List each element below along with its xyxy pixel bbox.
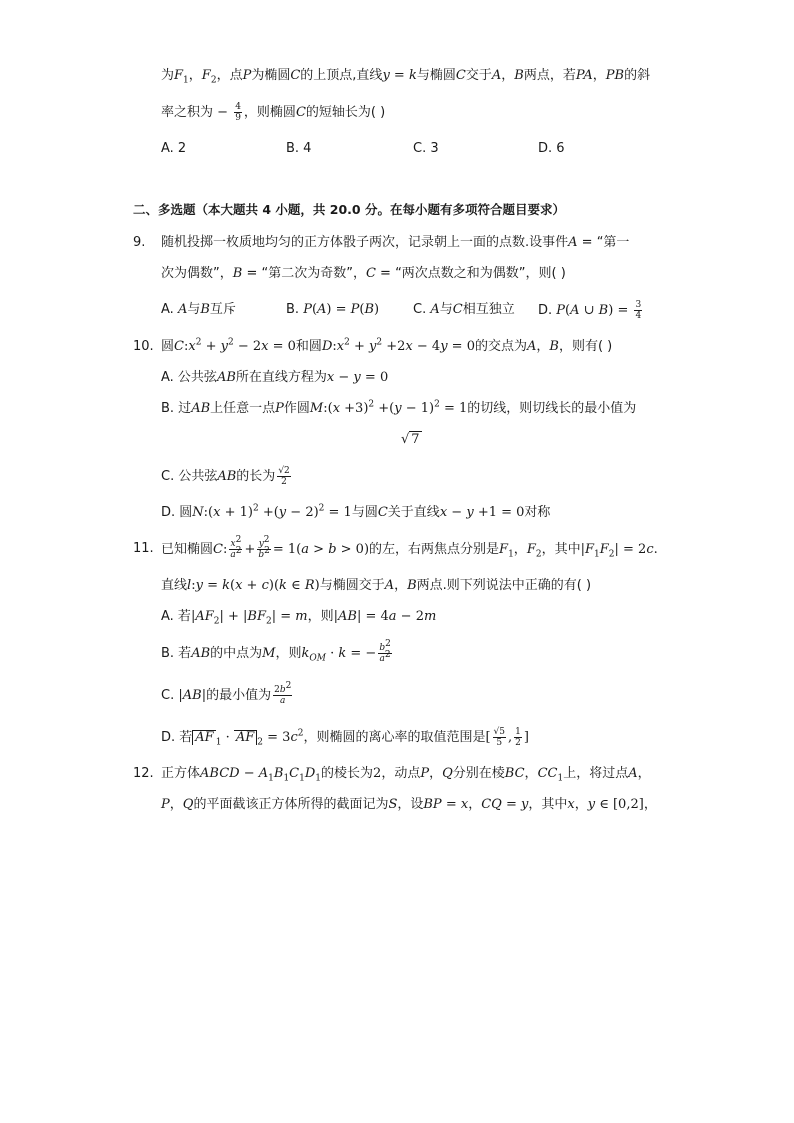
q12-line2: P，Q的平面截该正方体所得的截面记为S，设BP = x，CQ = y，其中x，y ∈ [0,2]，: [161, 797, 657, 812]
q8-option-b[interactable]: B. 4: [286, 141, 312, 156]
q10-option-a[interactable]: A. 公共弦AB所在直线方程为x − y = 0: [161, 370, 389, 385]
q10-option-d[interactable]: D. 圆N:(x + $1)^2 +(y - 2)^2 = 1$与圆C关于直线x − y +1 = 0对称: [161, 503, 551, 520]
q8-option-a[interactable]: A. 2: [161, 141, 187, 156]
q9-option-c[interactable]: C. A与C相互独立: [413, 302, 515, 317]
q10-line1: 圆$C:x^2 + y^2 - 2x = 0$和圆$D:x^2 + y^2 +2x - 4y = 0$的交点为A，B，则有( ): [161, 337, 613, 354]
q11-number: 11.: [133, 541, 154, 556]
q8-option-c[interactable]: C. 3: [413, 141, 439, 156]
q11-option-b[interactable]: B. 若AB的中点为M，则$k_{OM} \cdot k$ = − $\frac{b^2}{a^2}$: [161, 639, 391, 664]
q10-option-b-value: √ 7: [401, 432, 420, 447]
q9-option-d[interactable]: D. P(A ∪ B) = $\frac{3}{4}$: [538, 300, 642, 321]
q8-line2: 率之积为 − $\frac{4}{9}$ ，则椭圆C的短轴长为( ): [161, 102, 386, 123]
q12-line1: 正方体ABCD − $A_1B_1C_1D_1$的棱长为2，动点P，Q分别在棱BC，$CC_1$上，将过点A，: [161, 766, 651, 784]
q8-line1: 为$F_1$，$F_2$，点P为椭圆C的上顶点,直线y = k与椭圆C交于A，B两点，若PA，PB的斜: [161, 68, 651, 86]
q9-line1: 随机投掷一枚质地均匀的正方体骰子两次，记录朝上一面的点数.设事件A = “第一: [161, 235, 630, 250]
q9-option-a[interactable]: A. A与B互斥: [161, 302, 236, 317]
q9-number: 9.: [133, 235, 146, 250]
section-title: 二、多选题（本大题共 4 小题，共 20.0 分。在每小题有多项符合题目要求）: [133, 202, 565, 217]
q9-option-b[interactable]: B. P(A) = P(B): [286, 302, 380, 317]
q10-option-c[interactable]: C. 公共弦AB的长为 $\frac{√2}{2}$: [161, 466, 290, 487]
q8-option-d[interactable]: D. 6: [538, 141, 565, 156]
q11-line2: 直线l:y = k(x + c)(k ∈ R)与椭圆交于A，B两点.则下列说法中正确的有( ): [161, 578, 592, 593]
q11-option-c[interactable]: C. |AB|的最小值为 $\frac{2b^2}{a}$: [161, 681, 292, 706]
q11-option-d[interactable]: D. 若 AF $_1$ · AF $_2 = 3c^2$，则椭圆的离心率的取值范围是[ $\frac{√5}{5}$ , $\frac{1}{2}$ ]: [161, 727, 529, 748]
q11-line1: 已知椭圆C: $\frac{x^2}{a^2}$ + $\frac{y^2}{b^2}$ = 1(a > b > 0)的左，右两焦点分别是$F_1$，$F_2$，其中$|F_1F_2| = 2c$.: [161, 535, 658, 560]
q12-number: 12.: [133, 766, 154, 781]
q11-option-a[interactable]: A. 若$|AF_2| + |BF_2| = m$，则|AB| = 4a − 2m: [161, 609, 437, 627]
q10-option-b[interactable]: B. 过AB上任意一点P作圆M:(x $+3)^2 +(y - 1)^2 = 1$的切线，则切线长的最小值为: [161, 399, 637, 416]
q9-line2: 次为偶数”，B = “第二次为奇数”，C = “两次点数之和为偶数”，则( ): [161, 266, 566, 281]
q10-number: 10.: [133, 339, 154, 354]
